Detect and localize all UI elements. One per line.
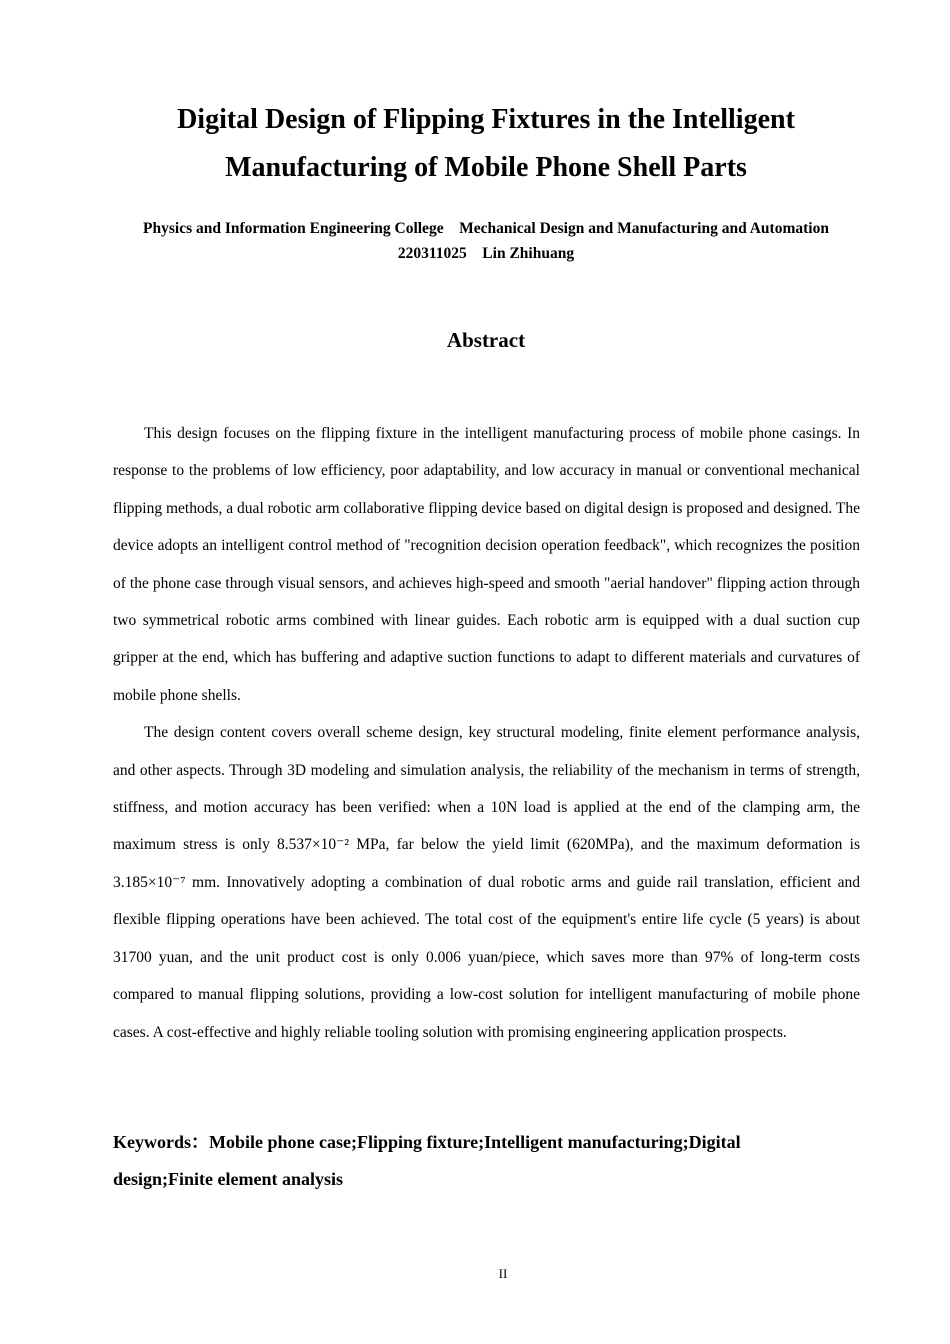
title-line-2: Manufacturing of Mobile Phone Shell Parts (225, 152, 747, 183)
abstract-paragraph-2: The design content covers overall scheme design, key structural modeling, finite element performance analysis, and other aspects. Through 3D modeling and simulation analysis, the reliability of the mechanism in terms of strength, stiffness, and motion accuracy has been verified: when a 10N load is applied at the end of the clamping arm, the maximum stress is only 8.537×10⁻² MPa, far below the yield limit (620MPa), and the maximum deformation is 3.185×10⁻⁷ mm. Innovatively adopting a combination of dual robotic arms and guide rail translation, efficient and flexible flipping operations have been achieved. The total cost of the equipment's entire life cycle (5 years) is about 31700 yuan, and the unit product cost is only 0.006 yuan/piece, which saves more than 97% of long-term costs compared to manual flipping solutions, providing a low-cost solution for intelligent manufacturing of mobile phone cases. A cost-effective and highly reliable tooling solution with promising engineering application prospects. (113, 724, 860, 1041)
author-info (0, 216, 950, 266)
student-id-name-line: 220311025 Lin Zhihuang (397, 245, 575, 262)
abstract-body (113, 415, 860, 1051)
keywords-text: Mobile phone case;Flipping fixture;Intelligent manufacturing;Digital design;Finite element analysis (113, 1132, 741, 1189)
document-title (0, 96, 950, 192)
title-line-1: Digital Design of Flipping Fixtures in the Intelligent (177, 104, 795, 135)
page-number: II (498, 1266, 508, 1281)
affiliation-line: Physics and Information Engineering College Mechanical Design and Manufacturing and Automation (143, 220, 829, 237)
abstract-heading: Abstract (446, 328, 526, 352)
abstract-paragraph-1: This design focuses on the flipping fixture in the intelligent manufacturing process of mobile phone casings. In response to the problems of low efficiency, poor adaptability, and low accuracy in manual or conventional mechanical flipping methods, a dual robotic arm collaborative flipping device based on digital design is proposed and designed. The device adopts an intelligent control method of "recognition decision operation feedback", which recognizes the position of the phone case through visual sensors, and achieves high-speed and smooth "aerial handover" flipping action through two symmetrical robotic arms combined with linear guides. Each robotic arm is equipped with a dual suction cup gripper at the end, which has buffering and adaptive suction functions to adapt to different materials and curvatures of mobile phone shells. (113, 425, 860, 704)
keywords-label: Keywords： (113, 1132, 209, 1152)
keywords (113, 1124, 833, 1198)
